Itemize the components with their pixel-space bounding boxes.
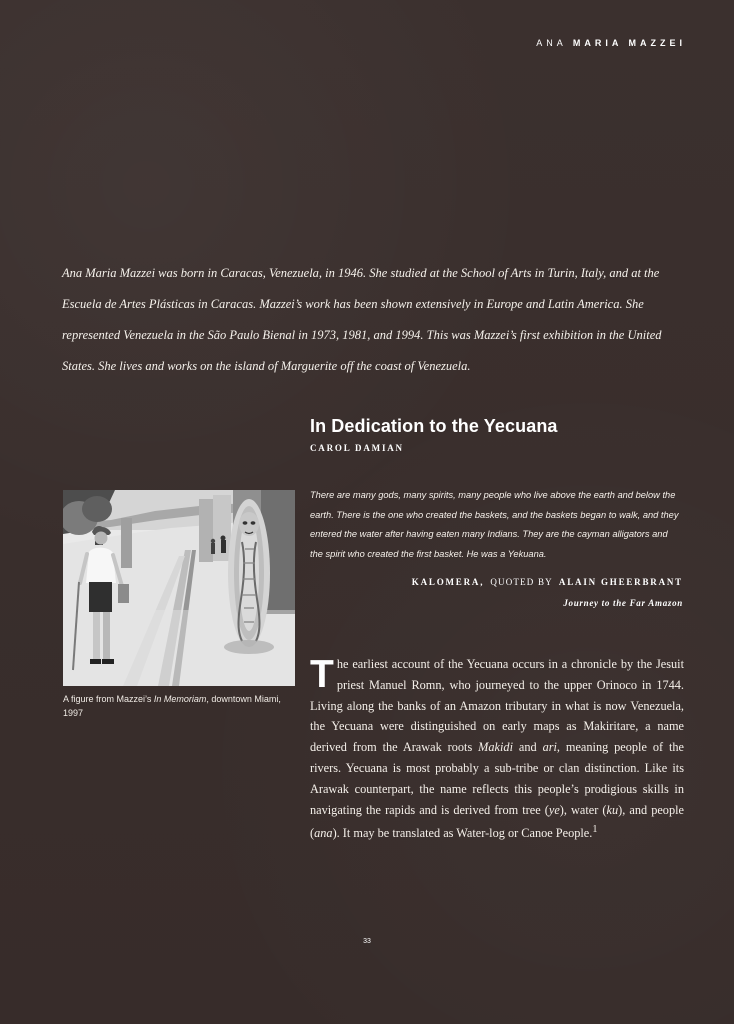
article-title: In Dedication to the Yecuana — [310, 416, 558, 436]
memoriam-photo-image — [63, 490, 295, 686]
body-term-4: ku — [606, 802, 619, 817]
article-body — [310, 654, 684, 844]
header-last-name: MARIA MAZZEI — [572, 38, 686, 48]
epigraph-quoted-by: QUOTED BY — [490, 577, 553, 587]
photo-caption-prefix: A figure from Mazzei’s — [63, 694, 154, 704]
page-number: 33 — [363, 938, 371, 945]
drop-cap: T — [310, 653, 334, 696]
body-term-1: Makidi — [478, 740, 513, 755]
body-part-4: ), water ( — [559, 802, 607, 817]
photo-caption — [63, 692, 298, 720]
article-author: CAROL DAMIAN — [310, 443, 404, 453]
body-part-2: and — [513, 740, 543, 755]
photo-caption-title: In Memoriam — [153, 694, 207, 704]
epigraph-attribution — [412, 577, 683, 587]
body-part-6: ). It may be translated as Water-log or Canoe People. — [332, 826, 593, 841]
photo-caption-suffix: , downtown Miami, 1997 — [63, 694, 281, 718]
epigraph-quoting-author: ALAIN GHEERBRANT — [558, 577, 683, 587]
epigraph-text: There are many gods, many spirits, many people who live above the earth and below the earth. There is the one who created the baskets, and the baskets began to walk, and they entered the water after having eaten many Indians. They are the cayman alligators and the spirit who created the first basket. He was a Yekuana. — [310, 490, 679, 559]
artist-bio: Ana Maria Mazzei was born in Caracas, Venezuela, in 1946. She studied at the School of Arts in Turin, Italy, and at the Escuela de Artes Plásticas in Caracas. Mazzei’s work has been shown extensively in Europe and Latin America. She represented Venezuela in the São Paulo Bienal in 1973, 1981, and 1994. This was Mazzei’s first exhibition in the United States. She lives and works on the island of Marguerite off the coast of Venezuela. — [62, 266, 662, 373]
body-term-3: ye — [548, 802, 560, 817]
running-header — [536, 38, 686, 48]
body-part-3: , meaning people of the rivers. Yecuana is most probably a sub-tribe or clan distinction. Like its Arawak counterpart, the name reflects this people’s prodigious skills in navigating the rapids and is derived from tree ( — [310, 740, 684, 817]
body-term-2: ari — [542, 740, 557, 755]
memoriam-photo — [63, 490, 295, 686]
header-first-name: ANA — [536, 38, 567, 48]
body-part-5: ), and people ( — [310, 802, 684, 841]
footnote-marker: 1 — [592, 824, 598, 836]
body-part-1: he earliest account of the Yecuana occurs in a chronicle by the Jesuit priest Manuel Romn, who journeyed to the upper Orinoco in 1744. Living along the banks of an Amazon tributary in what is now Venezuela, the Yecuana were distinguished on early maps as Makiritare, a name derived from the Arawak roots — [310, 657, 684, 755]
body-term-5: ana — [314, 826, 333, 841]
epigraph-speaker: KALOMERA, — [411, 577, 485, 587]
epigraph-source-title: Journey to the Far Amazon — [563, 598, 683, 608]
